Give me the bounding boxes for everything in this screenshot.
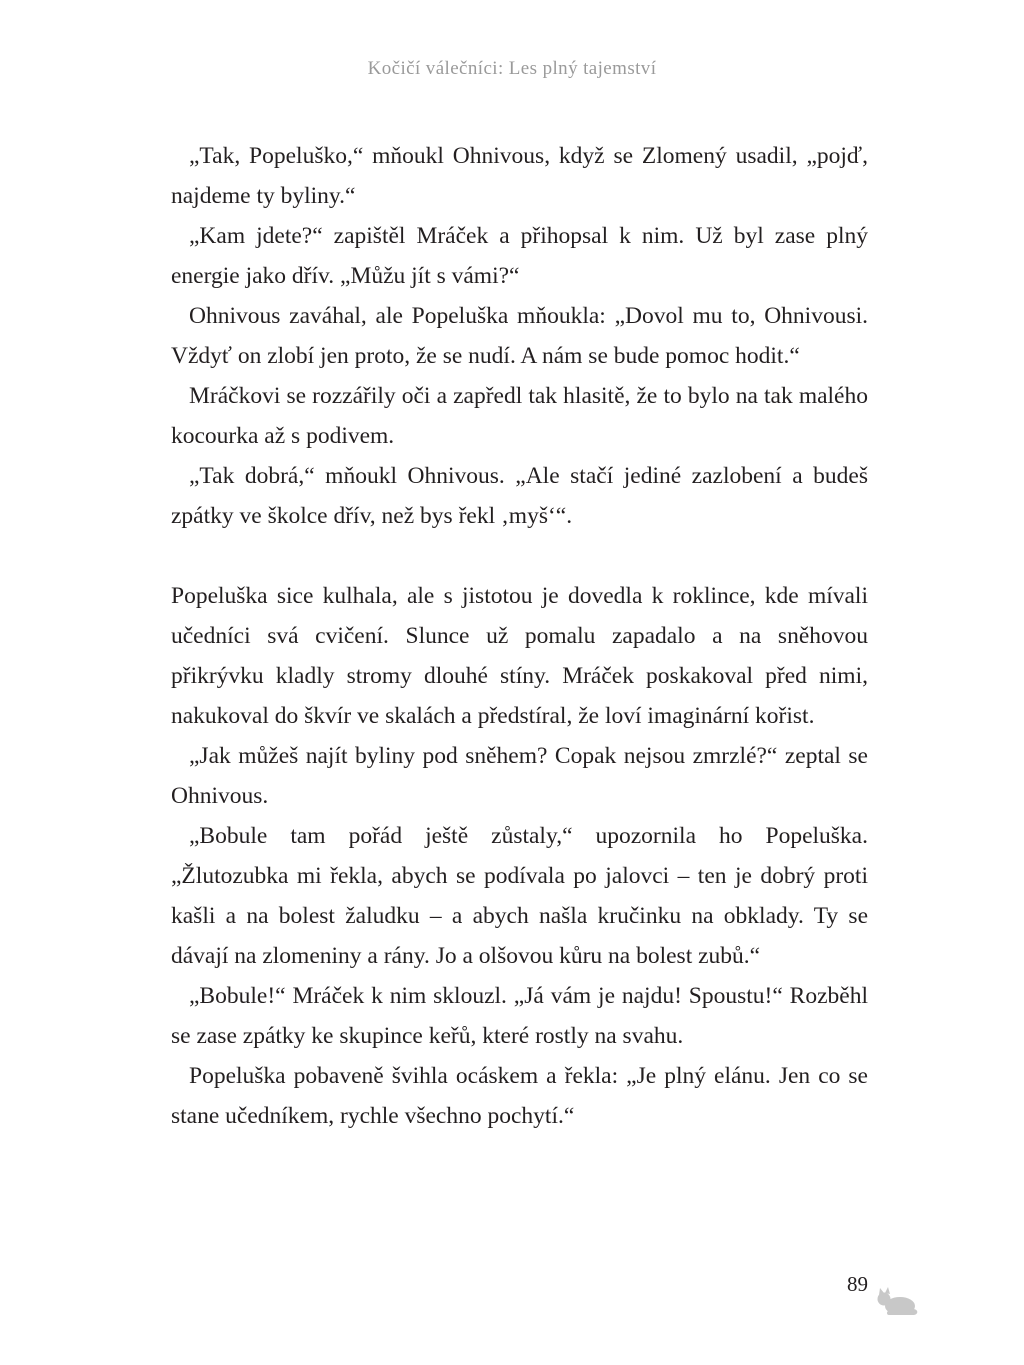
page-number: 89 (847, 1272, 868, 1296)
body-text (171, 136, 868, 1136)
paragraph: Mráčkovi se rozzářily oči a zapředl tak hlasitě, že to bylo na tak malého kocourka až s podivem. (171, 383, 868, 449)
paragraph: „Tak dobrá,“ mňoukl Ohnivous. „Ale stačí jediné zazlobení a budeš zpátky ve školce dřív, než bys řekl ‚myš‘“. (171, 463, 868, 529)
running-head: Kočičí válečníci: Les plný tajemství (367, 58, 657, 79)
paragraph: Ohnivous zaváhal, ale Popeluška mňoukla: „Dovol mu to, Ohnivousi. Vždyť on zlobí jen proto, že se nudí. A nám se bude pomoc hodit.“ (171, 303, 868, 369)
cat-silhouette-icon (873, 1287, 919, 1317)
paragraph: „Bobule tam pořád ještě zůstaly,“ upozornila ho Popeluška. „Žlutozubka mi řekla, abych se podívala po jalovci – ten je dobrý proti kašli a na bolest žaludku – a abych našla kručinku na obklady. Ty se dávají na zlomeniny a rány. Jo a olšovou kůru na bolest zubů.“ (171, 823, 868, 969)
paragraph: Popeluška pobaveně švihla ocáskem a řekla: „Je plný elánu. Jen co se stane učedníkem, rychle všechno pochytí.“ (171, 1063, 868, 1129)
paragraph: „Tak, Popeluško,“ mňoukl Ohnivous, když se Zlomený usadil, „pojď, najdeme ty byliny.“ (171, 143, 868, 209)
paragraph: „Jak můžeš najít byliny pod sněhem? Copak nejsou zmrzlé?“ zeptal se Ohnivous. (171, 743, 868, 809)
paragraph-section-start: Popeluška sice kulhala, ale s jistotou je dovedla k roklince, kde mívali učedníci svá cvičení. Slunce už pomalu zapadalo a na sněhovou přikrývku kladly stromy dlouhé stíny. Mráček poskakoval před nimi, nakukoval do škvír ve skalách a předstíral, že loví imaginární kořist. (171, 583, 868, 729)
paragraph: „Kam jdete?“ zapištěl Mráček a přihopsal k nim. Už byl zase plný energie jako dřív. „Můžu jít s vámi?“ (171, 223, 868, 289)
paragraph: „Bobule!“ Mráček k nim sklouzl. „Já vám je najdu! Spoustu!“ Rozběhl se zase zpátky ke skupince keřů, které rostly na svahu. (171, 983, 868, 1049)
